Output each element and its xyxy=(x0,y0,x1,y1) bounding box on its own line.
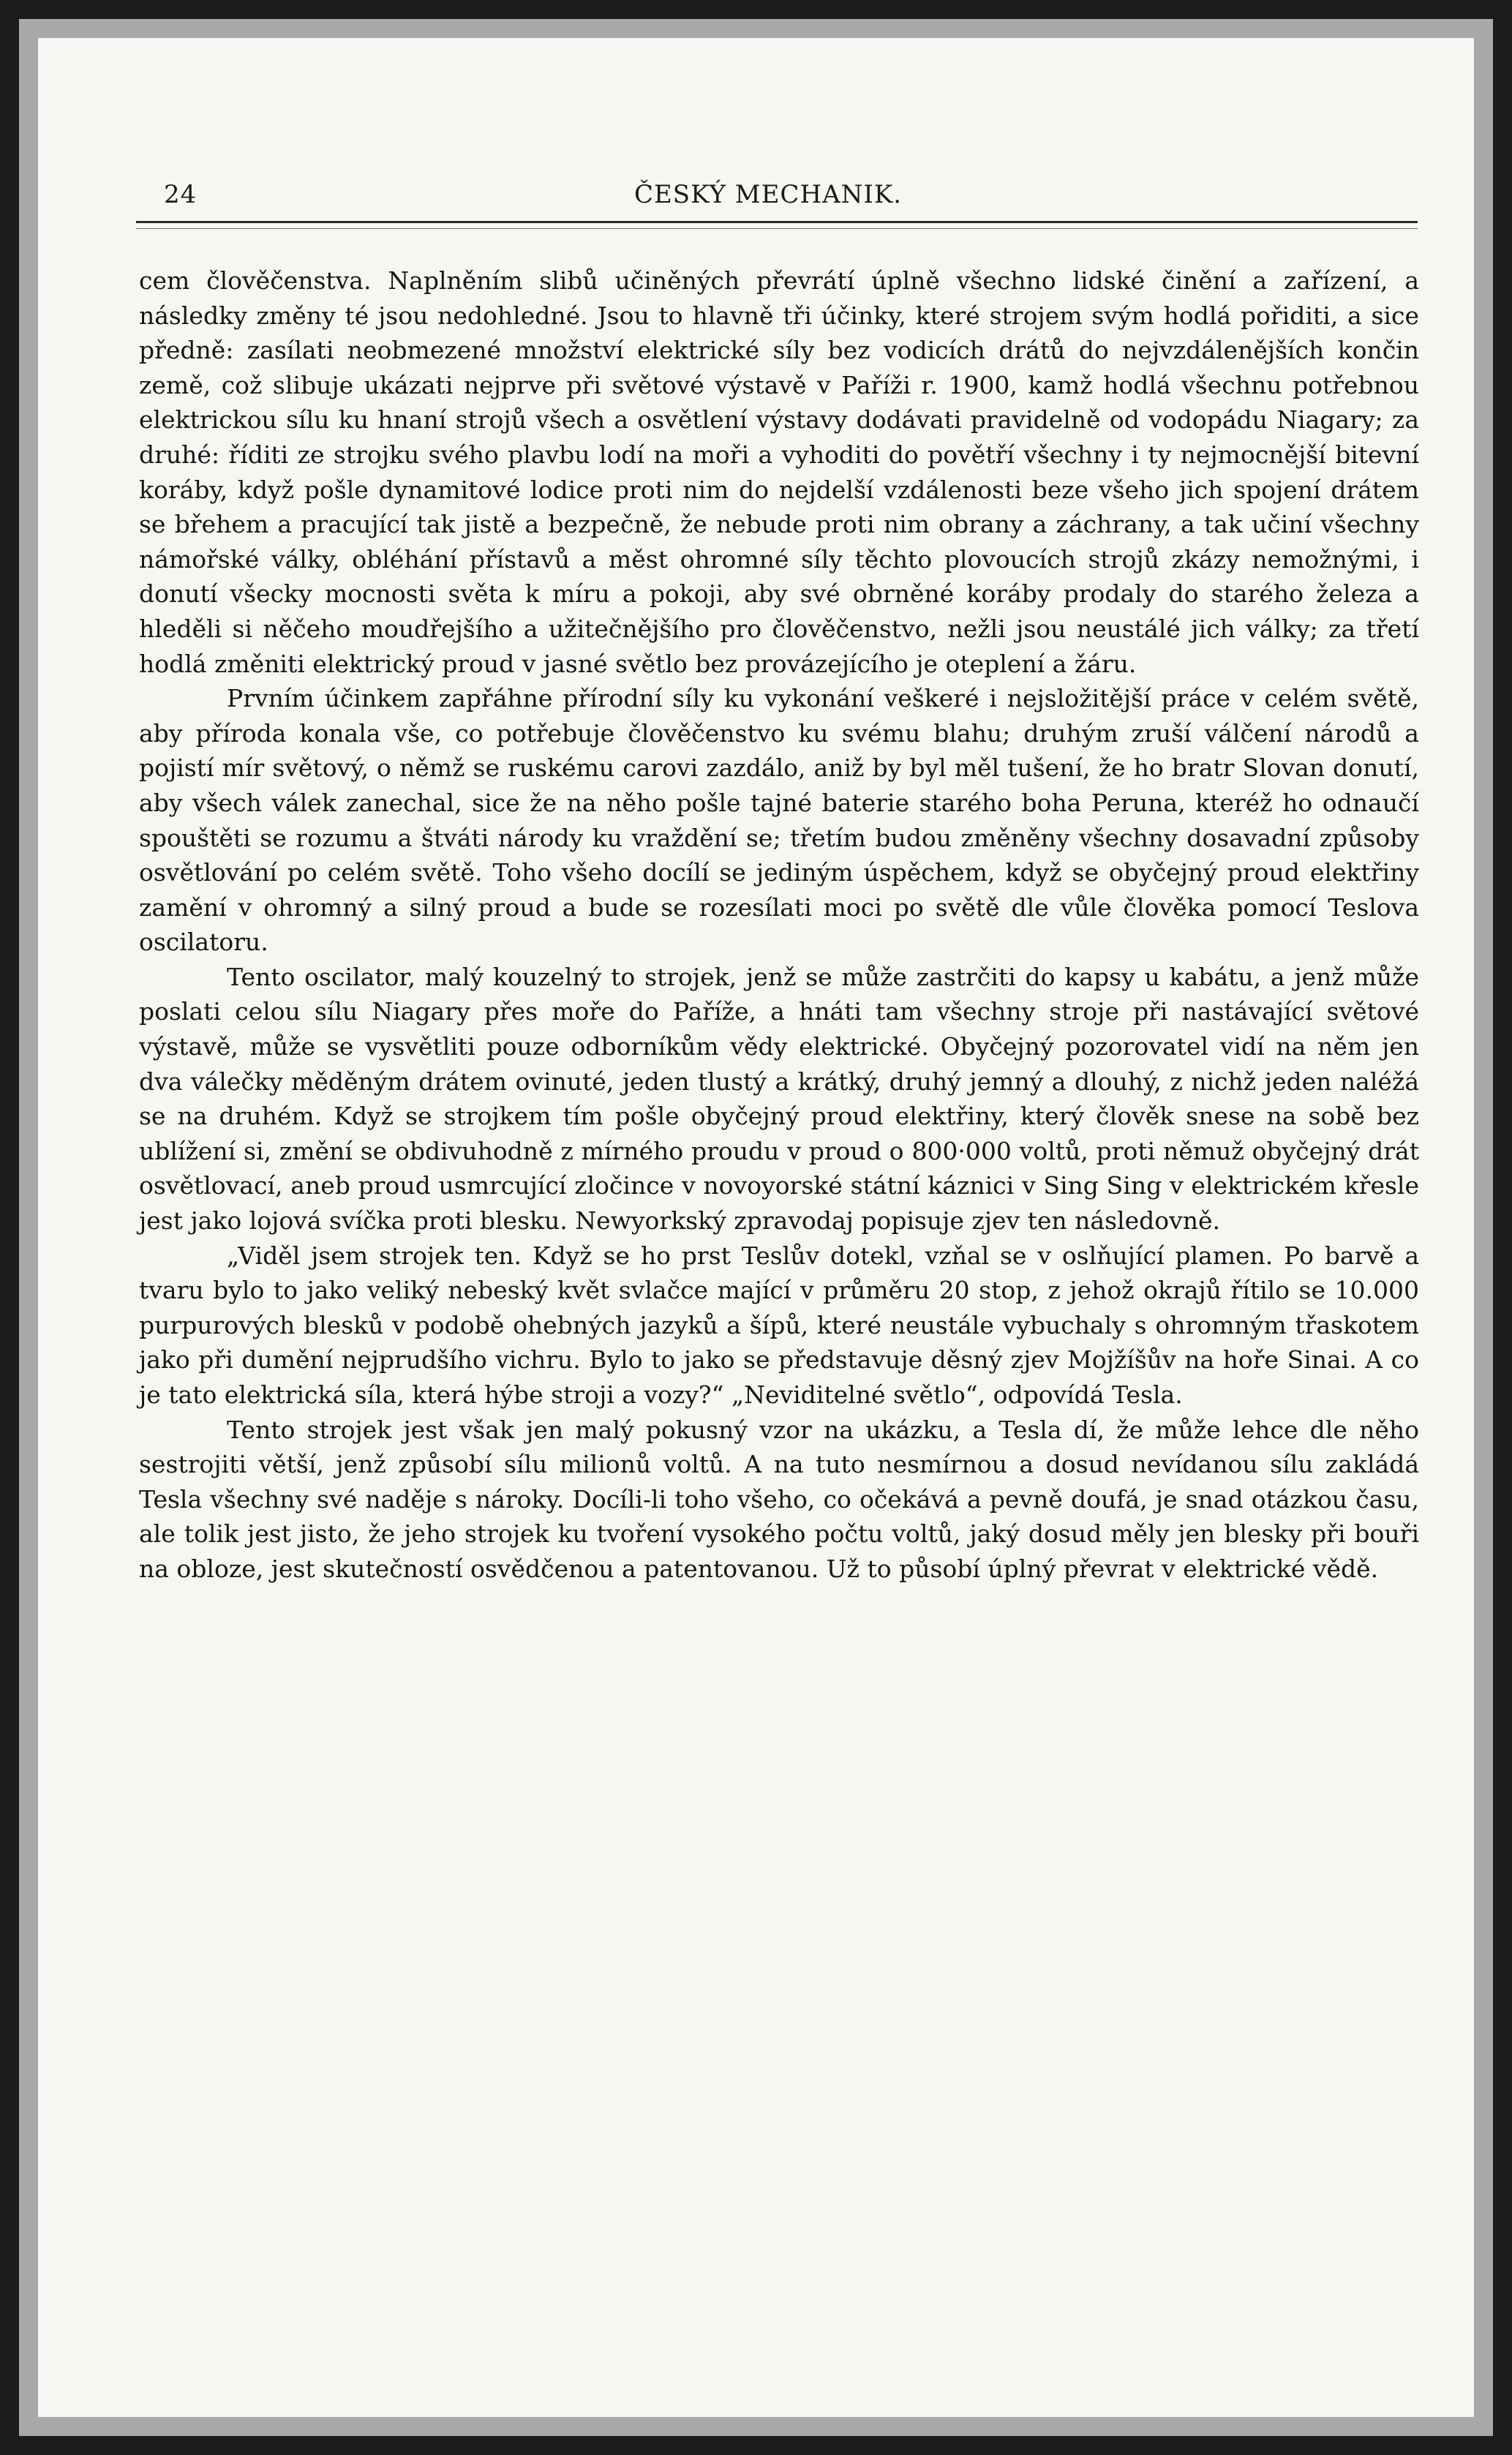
paragraph-4: „Viděl jsem strojek ten. Když se ho prst Teslův dotekl, vzňal se v oslňující plamen. Po barvě a tvaru bylo to jako veliký nebeský květ svlačce mající v průměru 20 stop, z jehož okrajů řítilo se 10.000 purpurových blesků v podobě ohebných jazyků a šípů, které neustále vybuchaly s ohromným třaskotem jako při dumění nejprudšího vichru. Bylo to jako se představuje děsný zjev Mojžíšův na hoře Sinai. A co je tato elektrická síla, která hýbe stroji a vozy?“ „Neviditelné světlo“, odpovídá Tesla. xyxy=(139,1241,1419,1409)
header-rule-thick xyxy=(136,221,1418,223)
paragraph-1: cem člověčenstva. Naplněním slibů učiněných převrátí úplně všechno lidské činění a zařízení, a následky změny té jsou nedohledné. Jsou to hlavně tři účinky, které strojem svým hodlá pořiditi, a sice předně: zasílati neobmezené množství elektrické síly bez vodicích drátů do nejvzdálenějších končin země, což slibuje ukázati nejprve při světové výstavě v Paříži r. 1900, kamž hodlá všechnu potřebnou elektrickou sílu ku hnaní strojů všech a osvětlení výstavy dodávati pravidelně od vodopádu Niagary; za druhé: říditi ze strojku svého plavbu lodí na moři a vyhoditi do povětří všechny i ty nejmocnější bitevní koráby, když pošle dynamitové lodice proti nim do nejdelší vzdálenosti beze všeho jich spojení drátem se břehem a pracující tak jistě a bezpečně, že nebude proti nim obrany a záchrany, a tak učiní všechny námořské války, obléhání přístavů a měst ohromné síly těchto plovoucích strojů zkázy nemožnými, i donutí všecky mocnosti světa k míru a pokoji, aby své obrněné koráby prodaly do starého železa a hleděli si něčeho moudřejšího a užitečnějšího pro člověčenstvo, nežli jsou neustálé jich války; za třetí hodlá změniti elektrický proud v jasné světlo bez provázejícího je oteplení a žáru. xyxy=(139,266,1419,678)
header-rule-thin xyxy=(136,228,1418,229)
article-body xyxy=(139,263,1419,1587)
running-title: ČESKÝ MECHANIK. xyxy=(633,180,903,209)
paragraph-5: Tento strojek jest však jen malý pokusný vzor na ukázku, a Tesla dí, že může lehce dle něho sestrojiti větší, jenž způsobí sílu milionů voltů. A na tuto nesmírnou a dosud nevídanou sílu zakládá Tesla všechny své naděje s nároky. Docíli-li toho všeho, co očekává a pevně doufá, je snad otázkou času, ale tolik jest jisto, že jeho strojek ku tvoření vysokého počtu voltů, jaký dosud měly jen blesky při bouři na obloze, jest skutečností osvědčenou a patentovanou. Už to působí úplný převrat v elektrické vědě. xyxy=(139,1415,1419,1583)
paragraph-2: Prvním účinkem zapřáhne přírodní síly ku vykonání veškeré i nejsložitější práce v celém světě, aby příroda konala vše, co potřebuje člověčenstvo ku svému blahu; druhým zruší válčení národů a pojistí mír světový, o němž se ruskému carovi zazdálo, aniž by byl měl tušení, že ho bratr Slovan donutí, aby všech válek zanechal, sice že na něho pošle tajné baterie starého boha Peruna, kteréž ho odnaučí spouštěti se rozumu a štváti národy ku vraždění se; třetím budou změněny všechny dosavadní způsoby osvětlování po celém světě. Toho všeho docílí se jediným úspěchem, když se obyčejný proud elektřiny zamění v ohromný a silný proud a bude se rozesílati moci po světě dle vůle člověka pomocí Teslova oscilatoru. xyxy=(139,684,1419,957)
page-header xyxy=(117,174,1419,218)
page-number: 24 xyxy=(164,180,198,209)
paragraph-3: Tento oscilator, malý kouzelný to strojek, jenž se může zastrčiti do kapsy u kabátu, a jenž může poslati celou sílu Niagary přes moře do Paříže, a hnáti tam všechny stroje při nastávající světové výstavě, může se vysvětliti pouze odborníkům vědy elektrické. Obyčejný pozorovatel vidí na něm jen dva válečky měděným drátem ovinuté, jeden tlustý a krátký, druhý jemný a dlouhý, z nichž jeden naléžá se na druhém. Když se strojkem tím pošle obyčejný proud elektřiny, který člověk snese na sobě bez ublížení si, změní se obdivuhodně z mírného proudu v proud o 800·000 voltů, proti němuž obyčejný drát osvětlovací, aneb proud usmrcující zločince v novoyorské státní káznici v Sing Sing v elektrickém křesle jest jako lojová svíčka proti blesku. Newyorkský zpravodaj popisuje zjev ten následovně. xyxy=(139,962,1419,1236)
